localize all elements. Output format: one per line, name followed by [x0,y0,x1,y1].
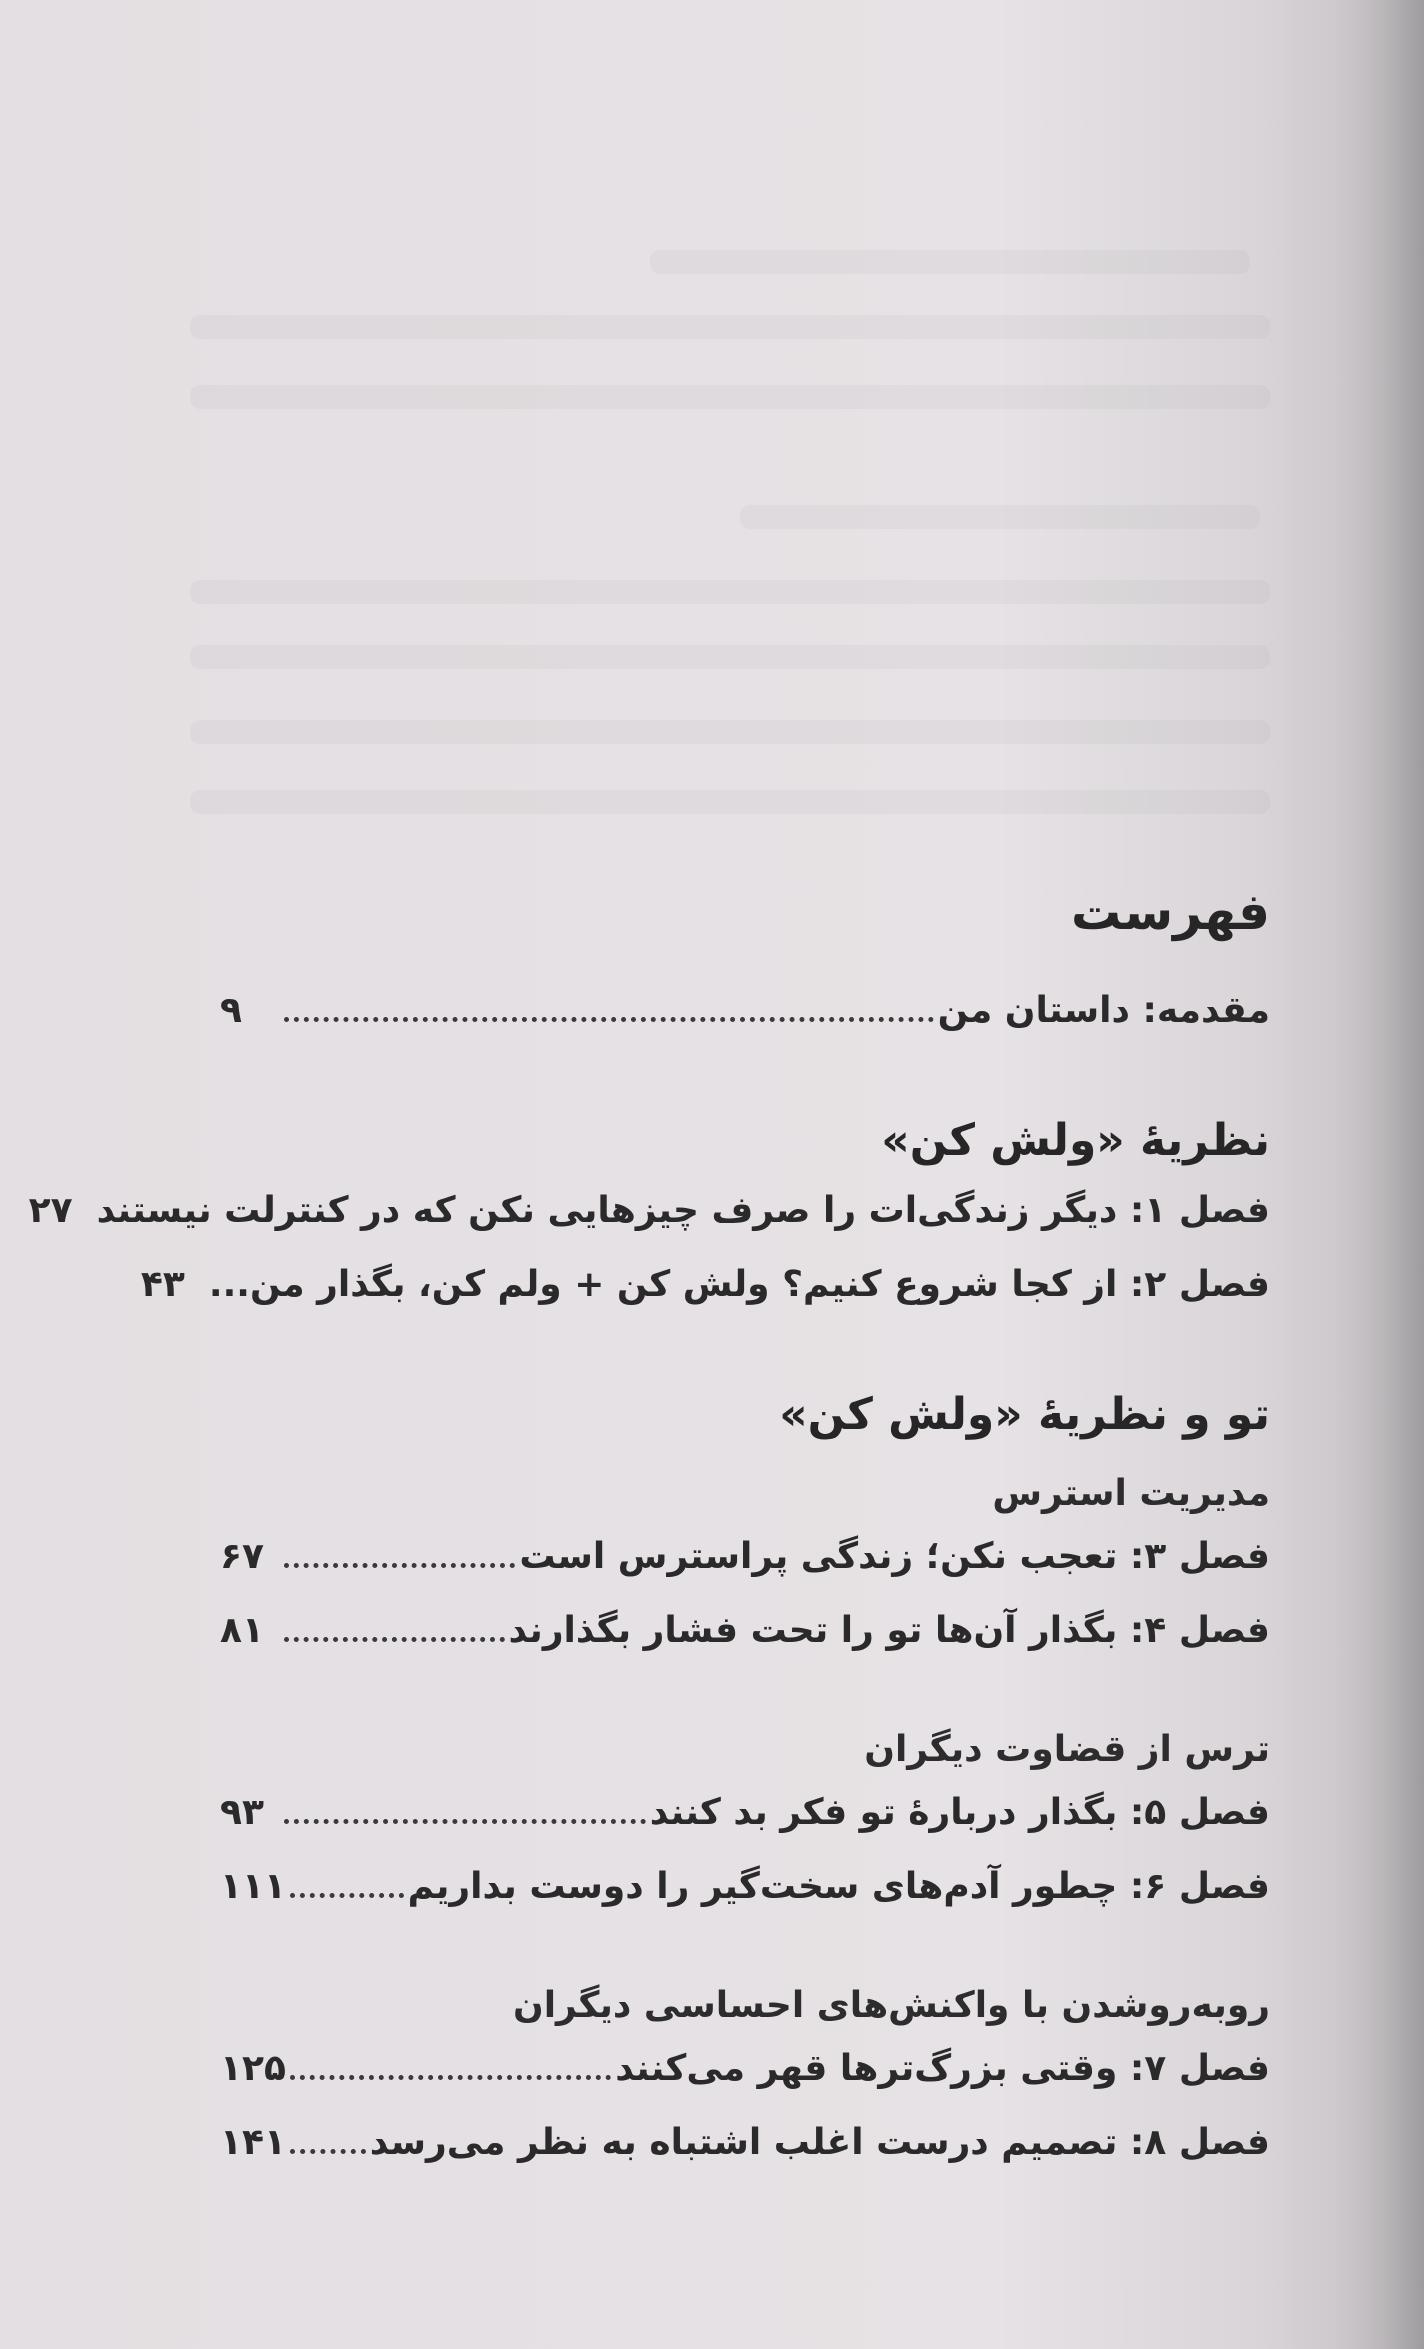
page-edge-shadow [1334,0,1424,2349]
show-through [740,505,1260,529]
toc-entry-chapter-5[interactable] [220,1792,1270,1866]
toc-entry-intro[interactable] [220,990,1270,1064]
show-through [190,790,1270,814]
toc-entry-label: فصل ۱: دیگر زندگی‌ات را صرف چیزهایی نکن که در کنترلت نیستند [96,1190,1270,1231]
show-through [190,720,1270,744]
show-through [190,315,1270,339]
toc-entry-chapter-6[interactable] [220,1866,1270,1940]
spacer [220,1940,1270,1968]
section-heading: ترس از قضاوت دیگران [864,1729,1270,1770]
toc-entry-chapter-7[interactable] [220,2048,1270,2122]
dot-leader [284,1005,934,1022]
toc-entry-chapter-8[interactable] [220,2122,1270,2196]
table-of-contents [28,872,1270,2196]
section-heading: مدیریت استرس [992,1473,1270,1514]
toc-entry-chapter-1[interactable] [28,1190,1270,1264]
toc-entry-chapter-4[interactable] [220,1610,1270,1684]
dot-leader [284,1625,505,1642]
toc-entry-page: ۶۷ [220,1536,264,1577]
toc-entry-label: فصل ۶: چطور آدم‌های سخت‌گیر را دوست بداریم [407,1866,1270,1907]
dot-leader [290,2137,366,2154]
toc-entry-label: مقدمه: داستان من [937,990,1270,1031]
toc-entry-page: ۱۲۵ [220,2048,286,2089]
toc-entry-label: فصل ۴: بگذار آن‌ها تو را تحت فشار بگذارند [508,1610,1270,1651]
toc-entry-label: فصل ۲: از کجا شروع کنیم؟ ولش کن + ولم کن، بگذار من... [208,1264,1270,1305]
toc-entry-page: ۱۴۱ [220,2122,286,2163]
dot-leader [290,1881,404,1898]
toc-entry-label: فصل ۷: وقتی بزرگ‌ترها قهر می‌کنند [615,2048,1270,2089]
toc-entry-chapter-2[interactable] [140,1264,1270,1338]
toc-entry-label: فصل ۵: بگذار دربارهٔ تو فکر بد کنند [649,1792,1270,1833]
toc-entry-label: فصل ۸: تصمیم درست اغلب اشتباه به نظر می‌رسد [369,2122,1270,2163]
show-through [190,645,1270,669]
toc-entry-page: ۲۷ [28,1190,73,1231]
show-through [190,385,1270,409]
section-heading: روبه‌روشدن با واکنش‌های احساسی دیگران [512,1985,1270,2026]
toc-entry-label: فصل ۳: تعجب نکن؛ زندگی پراسترس است [519,1536,1270,1577]
toc-entry-page: ۴۳ [140,1264,185,1305]
part-heading: نظریهٔ «ولش کن» [881,1115,1270,1166]
toc-title: فهرست [1071,883,1270,941]
toc-entry-page: ۸۱ [220,1610,264,1651]
spacer [220,1684,1270,1712]
dot-leader [284,1807,646,1824]
toc-entry-page: ۱۱۱ [220,1866,286,1907]
part-heading: تو و نظریهٔ «ولش کن» [779,1389,1270,1440]
toc-entry-page: ۹ [220,990,242,1031]
dot-leader [290,2063,611,2080]
toc-entry-page: ۹۳ [220,1792,264,1833]
show-through [190,580,1270,604]
toc-entry-chapter-3[interactable] [220,1536,1270,1610]
show-through [650,250,1250,274]
dot-leader [284,1551,515,1568]
